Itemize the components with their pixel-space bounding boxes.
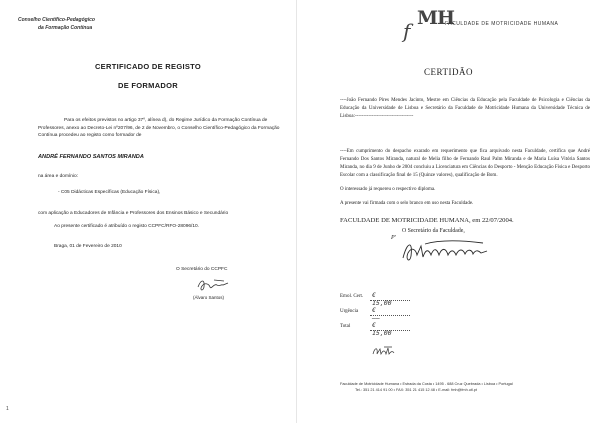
certidao-secretary-title: O Secretário da Faculdade,: [402, 228, 465, 234]
certidao-signature: [399, 236, 491, 271]
council-header-line2: da Formação Contínua: [38, 25, 93, 31]
certidao-right-page: [297, 0, 600, 423]
faculty-logo-f: f: [403, 19, 411, 43]
secretary-prefix-text: P': [391, 235, 396, 241]
registry-text: Ao presente certificado é atribuído o registo CCPFC/RFO-28096/10.: [54, 224, 200, 229]
secretary-name: (Álvaro Santos): [193, 295, 225, 300]
certidao-title: CERTIDÃO: [424, 67, 473, 77]
corner-mark: 1: [6, 406, 9, 412]
certificate-left-page: [0, 0, 297, 423]
trainer-name: ANDRÉ FERNANDO SANTOS MIRANDA: [38, 154, 144, 160]
faculty-logo-mh: MH: [417, 7, 454, 29]
council-header-line1: Conselho Científico-Pedagógico: [18, 17, 95, 23]
fee-label: Total: [340, 324, 351, 329]
faculty-contact-footer: Tel.: 351 21 414 91 00 • FAX: 351 21 415 12 48 • E-mail: fmh@fmh.utl.pt: [355, 388, 477, 392]
area-value: - C05 Didácticas Específicas (Educação Física),: [58, 190, 161, 195]
secretary-title: O Secretário do CCPFC: [176, 267, 228, 272]
area-label: na área e domínio:: [38, 174, 79, 179]
certidao-paragraph-4: A presente vai firmada com o selo branco em uso nesta Faculdade.: [340, 201, 474, 206]
fee-label: Urgência: [340, 309, 359, 314]
secretary-prefix: [391, 226, 396, 244]
certificate-subtitle: DE FORMADOR: [118, 81, 178, 90]
fee-value: € 15,00: [372, 321, 392, 337]
certificate-intro: Para os efeitos previstos no artigo 37º, alínea d), do Regime Jurídico da Formação Contínua de Professores, anexo ao Decreto-Lei nº207/96, de 2 de Novembro, o Conselho Científico-Pedagógico da Formação Contínua procedeu ao registo como formador de: [38, 118, 280, 139]
fee-label: Emol. Cert.: [340, 294, 364, 299]
application-text: com aplicação a Educadores de Infância e Professores dos Ensinos Básico e Secundário: [38, 211, 229, 216]
certificate-title: CERTIFICADO DE REGISTO: [94, 62, 202, 71]
fees-initials-signature: [371, 344, 395, 362]
certidao-paragraph-2: ----Em cumprimento do despacho exarado em requerimento que fica arquivado nesta Faculdade, certifica que André Fernando Dos Santos Miranda, natural de Melia filho de Fernando Raul Palm Miranda e de Maria Luísa Vitória Santos Miranda, no dia 9 de Junho de 2004 concluiu a Licenciatura em Ciências do Desporto - Menção Educação Física e Desporto Escolar com a classificação final de 15 (Quinze valores), qualificação de Bom.: [340, 149, 590, 179]
certidao-paragraph-3: O interessado já requereu o respectivo diploma.: [340, 187, 436, 192]
certidao-paragraph-1: ----João Fernando Pires Mendes Jacinto, Mestre em Ciências da Educação pela Faculdade de Psicologia e Ciências da Educação da Universidade de Lisboa e Secretário da Faculdade de Motricidade Humana da Universidade Técnica de Lisboa:-----------------------------------: [340, 98, 590, 120]
certidao-place-date: FACULDADE DE MOTRICIDADE HUMANA, em 22/07/2004.: [340, 217, 514, 224]
place-date: Braga, 01 de Fevereiro de 2010: [54, 244, 122, 249]
fee-value: € 15,00: [372, 291, 392, 307]
faculty-logo-name: FACULDADE DE MOTRICIDADE HUMANA: [445, 21, 559, 27]
fee-value: € ——: [372, 306, 380, 322]
faculty-address-footer: Faculdade de Motricidade Humana • Estrada da Costa • 1495 - 688 Cruz Quebrada • Lisboa • Portugal: [340, 382, 513, 386]
